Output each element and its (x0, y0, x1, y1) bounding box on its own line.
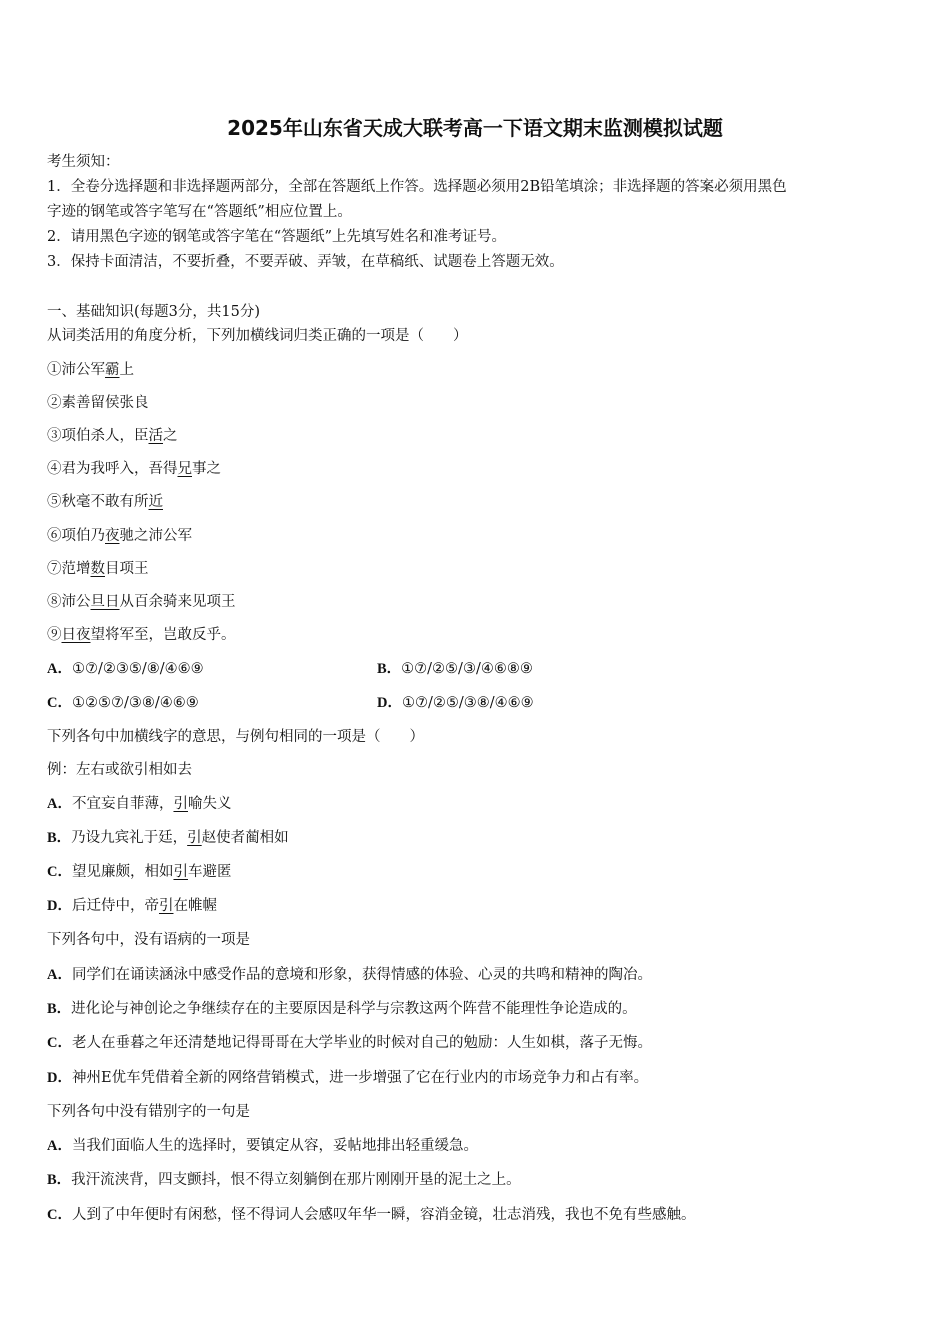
option-letter: C． (47, 864, 72, 880)
q4-option-c[interactable] (47, 1205, 695, 1225)
item-text: 驰之沛公军 (119, 528, 192, 544)
option-text: 我汗流浃背，四支颤抖，恨不得立刻躺倒在那片刚刚开垦的泥土之上。 (71, 1172, 521, 1188)
option-text: 人到了中年便时有闲愁，怪不得词人会感叹年华一瞬，容消金镜，壮志消残，我也不免有些感触。 (71, 1207, 696, 1223)
underlined-word: 近 (148, 494, 163, 510)
option-text: 老人在垂暮之年还清楚地记得哥哥在大学毕业的时候对自己的勉励：人生如棋，落子无悔。 (71, 1035, 652, 1051)
q2-option-c[interactable] (47, 862, 231, 882)
item-number: ③ (47, 428, 62, 444)
page-title: 2025年山东省天成大联考高一下语文期末监测模拟试题 (227, 116, 723, 140)
option-letter: A． (47, 1138, 72, 1154)
option-c[interactable] (47, 695, 199, 711)
item-number: ① (47, 362, 62, 378)
option-letter: C． (47, 1207, 72, 1223)
underlined-word: 引 (173, 796, 188, 812)
item-number: ⑧ (47, 594, 62, 610)
underlined-word: 旦日 (90, 594, 120, 610)
q1-option-row (47, 693, 747, 713)
option-text: 神州E优车凭借着全新的网络营销模式，进一步增强了它在行业内的市场竞争力和占有率。 (71, 1070, 649, 1086)
option-letter: C． (47, 695, 72, 711)
option-letter: A． (47, 967, 72, 983)
item-number: ② (47, 395, 62, 411)
q4-option-b[interactable] (47, 1170, 521, 1190)
item-text: 项伯乃 (61, 528, 105, 544)
option-letter: D． (377, 695, 402, 711)
q1-stem: 从词类活用的角度分析，下列加横线词归类正确的一项是（ ） (47, 328, 468, 344)
q2-example: 例：左右或欲引相如去 (47, 762, 192, 778)
option-letter: B． (47, 1001, 72, 1017)
notice-item: 字迹的钢笔或答字笔写在“答题纸”相应位置上。 (47, 204, 352, 220)
notice-item: 1．全卷分选择题和非选择题两部分，全部在答题纸上作答。选择题必须用2B铅笔填涂；非选择题的答案必须用黑色 (47, 179, 787, 195)
notice-item: 2．请用黑色字迹的钢笔或答字笔在“答题纸”上先填写姓名和准考证号。 (47, 229, 507, 245)
q2-option-d[interactable] (47, 896, 217, 916)
option-text: ①②⑤⑦/③⑧/④⑥⑨ (71, 695, 199, 711)
option-letter: B． (47, 830, 72, 846)
q3-option-c[interactable] (47, 1033, 652, 1053)
option-text: 车避匿 (187, 864, 232, 880)
option-b[interactable] (377, 659, 533, 679)
notice-block (47, 150, 907, 275)
notice-item: 3．保持卡面清洁，不要折叠，不要弄破、弄皱，在草稿纸、试题卷上答题无效。 (47, 254, 564, 270)
option-text: ①⑦/②⑤/③⑧/④⑥⑨ (401, 695, 534, 711)
q1-item (47, 592, 236, 612)
option-letter: A． (47, 661, 72, 677)
item-text: 望将军至，岂敢反乎。 (90, 627, 236, 643)
option-text: 当我们面临人生的选择时，要镇定从容，妥帖地排出轻重缓急。 (71, 1138, 478, 1154)
q3-option-d[interactable] (47, 1068, 648, 1088)
item-number: ⑤ (47, 494, 62, 510)
option-text: ①⑦/②⑤/③/④⑥⑧⑨ (401, 661, 533, 677)
underlined-word: 活 (148, 428, 163, 444)
item-number: ⑥ (47, 528, 62, 544)
option-text: ①⑦/②③⑤/⑧/④⑥⑨ (71, 661, 204, 677)
q1-item (47, 459, 221, 479)
item-text: 秋毫不敢有所 (61, 494, 149, 510)
option-a[interactable] (47, 661, 204, 677)
option-letter: C． (47, 1035, 72, 1051)
q1-item (47, 526, 192, 546)
item-number: ⑨ (47, 627, 62, 643)
option-text: 同学们在诵读涵泳中感受作品的意境和形象，获得情感的体验、心灵的共鸣和精神的陶冶。 (71, 967, 652, 983)
item-text: 目项王 (105, 561, 149, 577)
q3-option-a[interactable] (47, 965, 652, 985)
option-text: 喻失义 (187, 796, 232, 812)
q1-item (47, 426, 178, 446)
option-letter: D． (47, 898, 72, 914)
option-text: 进化论与神创论之争继续存在的主要原因是科学与宗教这两个阵营不能理性争论造成的。 (71, 1001, 637, 1017)
q1-item (47, 625, 236, 645)
q2-option-b[interactable] (47, 828, 289, 848)
item-text: 项伯杀人，臣 (61, 428, 149, 444)
item-text: 沛公军 (61, 362, 105, 378)
underlined-word: 引 (173, 864, 188, 880)
item-number: ⑦ (47, 561, 62, 577)
item-number: ④ (47, 461, 62, 477)
q1-item (47, 393, 149, 413)
option-letter: B． (377, 661, 402, 677)
q2-option-a[interactable] (47, 794, 231, 814)
underlined-word: 日夜 (61, 627, 91, 643)
item-text: 范增 (61, 561, 91, 577)
item-text: 上 (119, 362, 134, 378)
q1-item (47, 492, 163, 512)
option-letter: B． (47, 1172, 72, 1188)
item-text: 从百余骑来见项王 (119, 594, 236, 610)
item-text: 沛公 (61, 594, 91, 610)
underlined-word: 引 (158, 898, 174, 914)
option-text: 乃设九宾礼于廷， (71, 830, 188, 846)
q3-stem: 下列各句中，没有语病的一项是 (47, 932, 250, 948)
underlined-word: 兄 (177, 461, 192, 477)
option-text: 在帷幄 (173, 898, 217, 914)
q1-option-row (47, 659, 747, 679)
item-text: 事之 (192, 461, 221, 477)
option-text: 赵使者蔺相如 (201, 830, 289, 846)
underlined-word: 霸 (105, 362, 120, 378)
q4-stem: 下列各句中没有错别字的一句是 (47, 1104, 250, 1120)
option-text: 不宜妄自菲薄， (71, 796, 174, 812)
q1-item (47, 559, 149, 579)
item-text: 素善留侯张良 (61, 395, 149, 411)
q2-stem: 下列各句中加横线字的意思，与例句相同的一项是（ ） (47, 729, 424, 745)
option-letter: A． (47, 796, 72, 812)
notice-heading: 考生须知： (47, 154, 120, 170)
underlined-word: 夜 (105, 528, 120, 544)
q4-option-a[interactable] (47, 1136, 478, 1156)
q3-option-b[interactable] (47, 999, 637, 1019)
option-text: 望见廉颇，相如 (71, 864, 174, 880)
underlined-word: 数 (90, 561, 105, 577)
underlined-word: 引 (187, 830, 202, 846)
q1-item (47, 360, 134, 380)
option-text: 后迁侍中，帝 (71, 898, 159, 914)
item-text: 之 (163, 428, 178, 444)
item-text: 君为我呼入，吾得 (61, 461, 178, 477)
option-letter: D． (47, 1070, 72, 1086)
option-d[interactable] (377, 693, 534, 713)
section-heading: 一、基础知识(每题3分，共15分) (47, 304, 260, 320)
